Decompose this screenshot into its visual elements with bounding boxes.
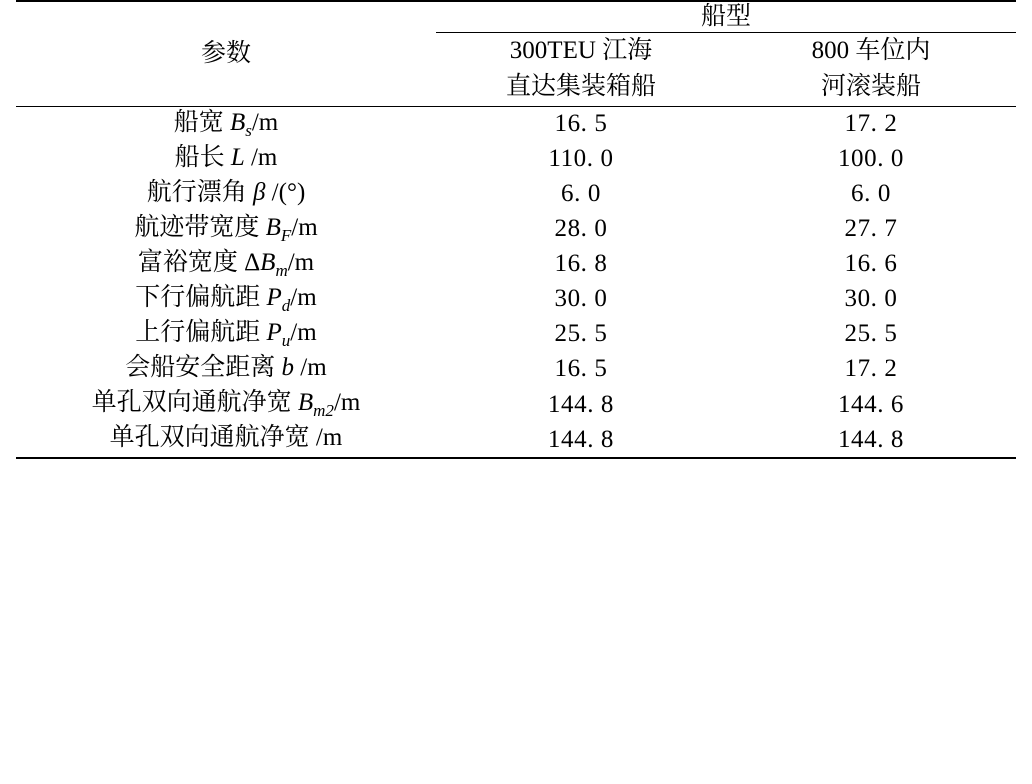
row-label-pre: 单孔双向通航净宽 [109,424,316,452]
row-label-subscript: u [281,331,291,351]
row-label [16,212,436,247]
table-row [16,422,1016,458]
row-label-subscript: s [245,120,252,140]
header-column-2 [726,33,1016,107]
row-label-pre: 上行偏航距 [135,319,267,347]
header-column-1-line2: 直达集装箱船 [505,73,656,101]
header-column-2-line1: 800 车位内 [811,37,931,64]
row-label-symbol: β [252,178,266,206]
row-label-post: /m [251,108,279,136]
row-label-symbol: B [260,248,276,276]
header-column-1-line1: 300TEU 江海 [509,37,653,64]
row-value-2: 16. 6 [844,250,898,278]
header-column-1 [436,33,726,107]
row-label-pre: 下行偏航距 [135,283,267,311]
row-label [16,387,436,422]
row-label-symbol: P [266,319,282,347]
row-value-1: 6. 0 [561,179,601,207]
row-value-2: 27. 7 [844,215,898,243]
row-label [16,177,436,212]
ship-parameters-table [16,0,1016,459]
row-label [16,106,436,142]
row-value-2: 17. 2 [844,355,898,383]
row-label-post: /m [290,319,317,347]
row-label-pre: 会船安全距离 [125,354,282,382]
row-label-post: /m [291,213,318,241]
row-value-1: 144. 8 [547,390,615,418]
row-value-1: 16. 8 [554,250,608,278]
header-param: 参数 [16,1,436,106]
row-value-1: 30. 0 [554,285,608,313]
row-label-symbol: b [281,354,295,382]
row-value-1: 16. 5 [436,106,726,142]
row-label-subscript: m [275,260,288,280]
table-row [16,106,1016,142]
row-label [16,352,436,387]
row-label-pre: 船长 [174,143,231,171]
table-row [16,212,1016,247]
header-column-2-line2: 河滚装船 [820,73,921,101]
row-value-1: 16. 5 [554,355,608,383]
row-value-2: 144. 8 [726,422,1016,458]
row-label-symbol: B [265,213,281,241]
row-value-2: 144. 6 [837,390,905,418]
row-label-pre: 单孔双向通航净宽 [91,389,298,417]
row-value-1: 144. 8 [436,422,726,458]
row-label [16,247,436,282]
table-row [16,387,1016,422]
table-header-group-row [16,1,1016,33]
row-value-1: 110. 0 [548,144,614,172]
row-label-post: /m [287,248,315,276]
table-row [16,142,1016,177]
row-label-pre: 航迹带宽度 [134,213,266,241]
row-label-subscript: F [280,225,292,245]
table-row [16,282,1016,317]
row-label-subscript: m2 [313,401,334,421]
table-row [16,247,1016,282]
row-label-post: /m [315,424,343,452]
row-value-2: 17. 2 [726,106,1016,142]
row-label-post: /(°) [265,178,306,206]
row-label-post: /m [294,354,327,382]
row-value-2: 30. 0 [844,285,898,313]
row-label-post: /m [244,143,278,171]
table-row [16,177,1016,212]
row-value-2: 100. 0 [837,144,905,172]
row-label-symbol: L [230,143,245,171]
row-label-symbol: P [266,283,282,311]
row-value-1: 28. 0 [554,215,608,243]
row-label [16,142,436,177]
row-label-pre: 富裕宽度 Δ [137,248,261,276]
row-label-post: /m [290,283,317,311]
row-label-pre: 航行漂角 [146,178,253,206]
row-label-subscript: d [281,295,291,315]
row-label [16,282,436,317]
header-group-shiptype: 船型 [436,1,1016,33]
row-value-1: 25. 5 [554,320,608,348]
row-label [16,317,436,352]
row-label-post: /m [333,389,361,417]
row-label [16,422,436,458]
row-label-pre: 船宽 [173,108,230,136]
row-value-2: 25. 5 [844,320,898,348]
table-row [16,352,1016,387]
table-row [16,317,1016,352]
row-label-symbol: B [297,389,314,417]
row-label-symbol: B [229,108,246,136]
row-value-2: 6. 0 [851,179,891,207]
